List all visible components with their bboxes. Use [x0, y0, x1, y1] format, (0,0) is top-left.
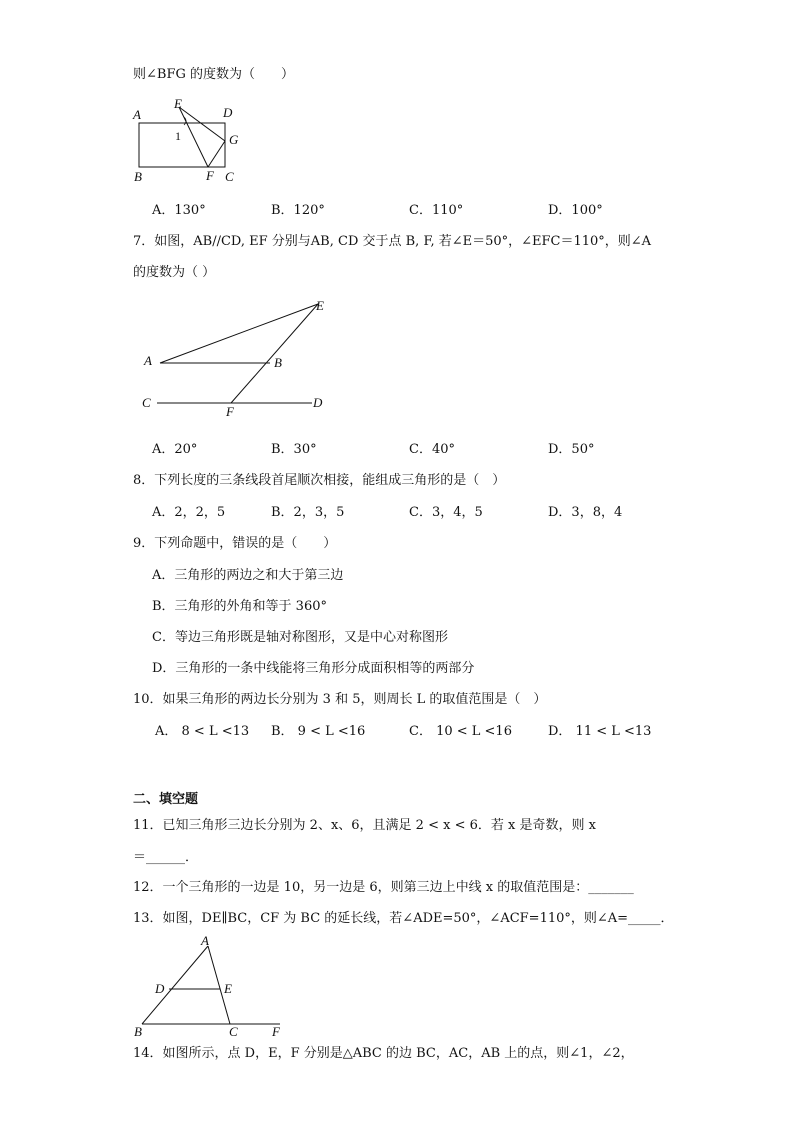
section-heading-fill-blank: 二、填空题 [133, 792, 199, 807]
fig6-label-E: E [174, 96, 182, 111]
q9-stem: 9．下列命题中，错误的是（ ） [133, 536, 337, 551]
fig13-label-D: D [155, 981, 165, 996]
fig6-label-D: D [223, 105, 233, 120]
fig6-label-C: C [225, 169, 234, 184]
q11-stem-line1: 11．已知三角形三边长分别为 2、x、6，且满足 2 < x < 6．若 x 是奇数，则 x [133, 818, 596, 833]
q14-stem: 14．如图所示，点 D，E，F 分别是△ABC 的边 BC，AC，AB 上的点，则∠1，∠2， [133, 1046, 634, 1061]
q11-stem-line2: ＝______． [133, 850, 199, 865]
fig13-label-A: A [201, 933, 209, 948]
q10-option-d[interactable]: D． 11 < L <13 [548, 724, 652, 739]
q8-stem: 8．下列长度的三条线段首尾顺次相接，能组成三角形的是（ ） [133, 473, 506, 488]
fig7-label-A: A [144, 353, 152, 368]
figure-q13 [130, 932, 290, 1040]
fig6-label-A: A [133, 107, 141, 122]
fig6-label-G: G [229, 132, 239, 147]
q12-stem: 12．一个三角形的一边是 10，另一边是 6，则第三边上中线 x 的取值范围是：_______ [133, 880, 634, 895]
q13-stem: 13．如图，DE∥BC，CF 为 BC 的延长线，若∠ADE=50°，∠ACF=110°，则∠A=_____． [133, 911, 674, 926]
fig7-label-E: E [316, 298, 324, 313]
q9-option-d[interactable]: D．三角形的一条中线能将三角形分成面积相等的两部分 [152, 661, 475, 676]
q7-option-b[interactable]: B．30° [271, 442, 317, 457]
q9-option-c[interactable]: C．等边三角形既是轴对称图形，又是中心对称图形 [152, 630, 448, 645]
q7-option-c[interactable]: C．40° [409, 442, 455, 457]
q6-stem-tail: 则∠BFG 的度数为（ ） [133, 67, 294, 82]
q9-option-b[interactable]: B．三角形的外角和等于 360° [152, 599, 327, 614]
q7-option-d[interactable]: D．50° [548, 442, 595, 457]
fig7-label-C: C [142, 395, 151, 410]
q7-stem-line1: 7．如图，AB//CD, EF 分别与AB, CD 交于点 B, F, 若∠E＝50°，∠EFC＝110°，则∠A [133, 234, 652, 249]
fig7-label-B: B [274, 355, 282, 370]
fig13-label-C: C [229, 1024, 238, 1039]
q6-option-a[interactable]: A．130° [152, 203, 206, 218]
fig6-label-B: B [134, 169, 142, 184]
fig7-label-D: D [313, 395, 323, 410]
q10-stem: 10．如果三角形的两边长分别为 3 和 5，则周长 L 的取值范围是（ ） [133, 692, 547, 707]
fig7-label-F: F [226, 404, 234, 419]
fig13-label-E: E [224, 981, 232, 996]
q6-option-d[interactable]: D．100° [548, 203, 603, 218]
q10-option-c[interactable]: C． 10 < L <16 [409, 724, 512, 739]
fig13-label-F: F [272, 1024, 280, 1039]
q7-stem-line2: 的度数为（ ） [133, 265, 216, 280]
fig6-label-1: 1 [175, 129, 181, 143]
q6-option-c[interactable]: C．110° [409, 203, 464, 218]
fig13-label-B: B [134, 1024, 142, 1039]
q9-option-a[interactable]: A．三角形的两边之和大于第三边 [152, 568, 344, 583]
q10-option-b[interactable]: B． 9 < L <16 [271, 724, 366, 739]
q6-option-b[interactable]: B．120° [271, 203, 325, 218]
q7-option-a[interactable]: A．20° [152, 442, 198, 457]
q8-option-a[interactable]: A．2，2，5 [152, 505, 226, 520]
q8-option-d[interactable]: D．3，8，4 [548, 505, 623, 520]
q10-option-a[interactable]: A． 8 < L <13 [155, 724, 250, 739]
q8-option-c[interactable]: C．3，4，5 [409, 505, 483, 520]
figure-q6-rectangle [128, 95, 248, 187]
fig6-label-F: F [206, 168, 214, 183]
figure-q7 [138, 295, 338, 420]
q8-option-b[interactable]: B．2，3，5 [271, 505, 345, 520]
